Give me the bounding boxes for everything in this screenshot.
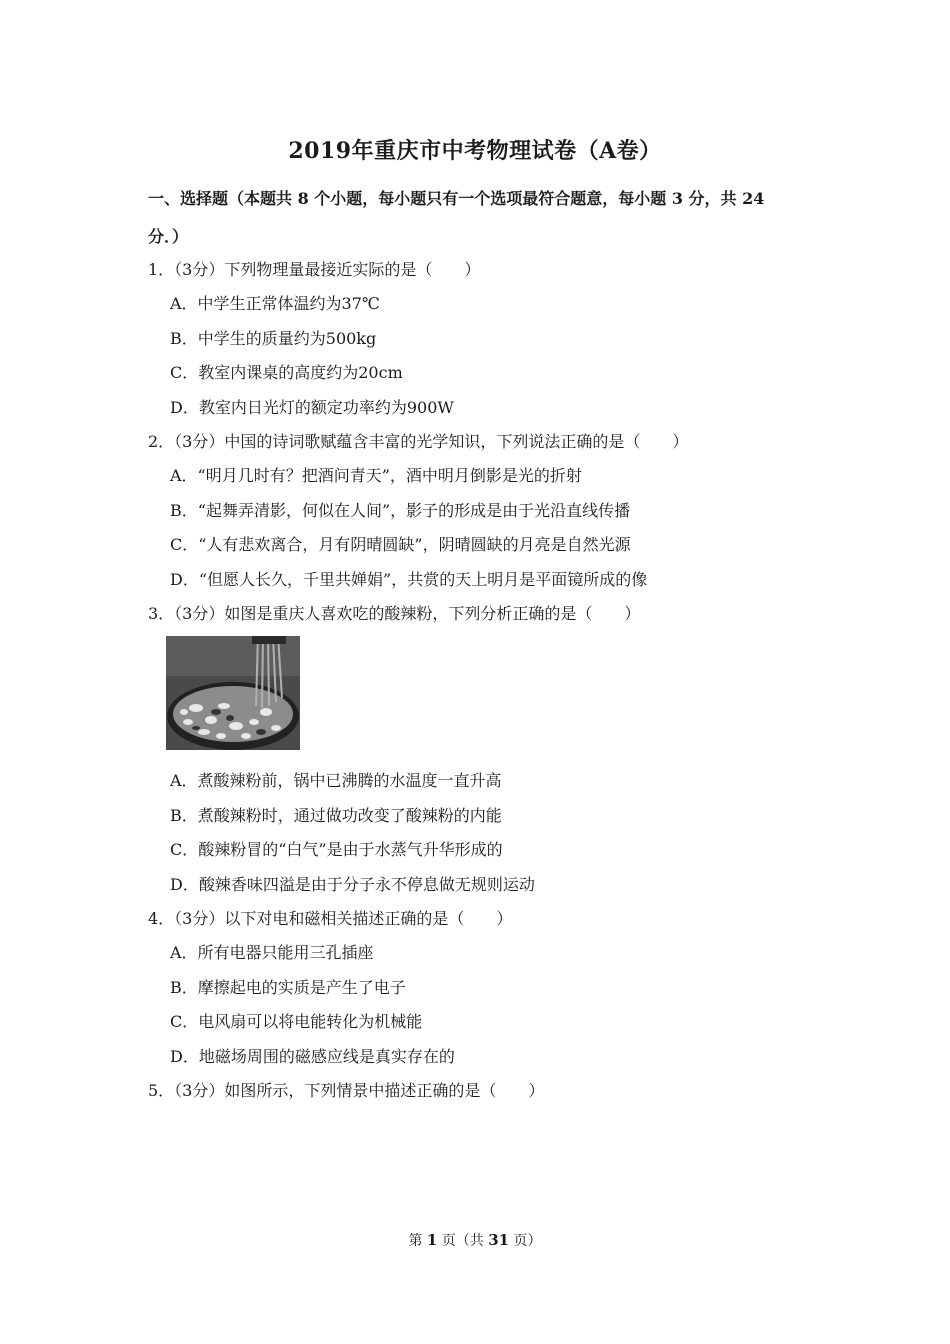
- question-3-option-d: D．酸辣香味四溢是由于分子永不停息做无规则运动: [170, 875, 535, 894]
- question-4-stem: 4．（3分）以下对电和磁相关描述正确的是（ ）: [148, 909, 513, 928]
- question-5-stem: 5．（3分）如图所示，下列情景中描述正确的是（ ）: [148, 1081, 545, 1100]
- noodle-bowl-photo: [166, 636, 300, 750]
- footer-middle: 页（共: [437, 1233, 489, 1249]
- footer-total-pages: 31: [488, 1231, 510, 1249]
- question-4-option-c: C．电风扇可以将电能转化为机械能: [170, 1012, 423, 1031]
- question-2-stem: 2．（3分）中国的诗词歌赋蕴含丰富的光学知识，下列说法正确的是（ ）: [148, 432, 689, 451]
- question-3-option-c: C．酸辣粉冒的“白气”是由于水蒸气升华形成的: [170, 840, 503, 859]
- noodle-bowl-illustration: [166, 636, 300, 750]
- section-heading-line1: 一、选择题（本题共 8 个小题，每小题只有一个选项最符合题意，每小题 3 分，共 24: [148, 189, 765, 208]
- question-4-option-b: B．摩擦起电的实质是产生了电子: [170, 978, 406, 997]
- footer-page-number: 1: [426, 1231, 438, 1249]
- question-1-option-b: B．中学生的质量约为500kg: [170, 329, 377, 348]
- footer-suffix: 页）: [509, 1233, 542, 1249]
- question-1-stem: 1．（3分）下列物理量最接近实际的是（ ）: [148, 260, 481, 279]
- question-2-option-d: D．“但愿人长久，千里共婵娟”，共赏的天上明月是平面镜所成的像: [170, 570, 648, 589]
- question-3-option-b: B．煮酸辣粉时，通过做功改变了酸辣粉的内能: [170, 806, 502, 825]
- footer-prefix: 第: [408, 1233, 427, 1249]
- question-3-stem: 3．（3分）如图是重庆人喜欢吃的酸辣粉，下列分析正确的是（ ）: [148, 604, 641, 623]
- section-heading-line2: 分．）: [148, 227, 189, 246]
- question-2-option-c: C．“人有悲欢离合，月有阴晴圆缺”，阴晴圆缺的月亮是自然光源: [170, 535, 631, 554]
- question-1-option-a: A．中学生正常体温约为37℃: [170, 294, 380, 313]
- question-2-option-a: A．“明月几时有？把酒问青天”，酒中明月倒影是光的折射: [170, 466, 582, 485]
- question-1-option-d: D．教室内日光灯的额定功率约为900W: [170, 398, 454, 417]
- page-footer: [0, 1230, 950, 1250]
- question-1-option-c: C．教室内课桌的高度约为20cm: [170, 363, 403, 382]
- question-4-option-d: D．地磁场周围的磁感应线是真实存在的: [170, 1047, 455, 1066]
- question-2-option-b: B．“起舞弄清影，何似在人间”，影子的形成是由于光沿直线传播: [170, 501, 631, 520]
- question-3-option-a: A．煮酸辣粉前，锅中已沸腾的水温度一直升高: [170, 771, 502, 790]
- question-4-option-a: A．所有电器只能用三孔插座: [170, 943, 374, 962]
- exam-title: 2019年重庆市中考物理试卷（A卷）: [288, 138, 662, 164]
